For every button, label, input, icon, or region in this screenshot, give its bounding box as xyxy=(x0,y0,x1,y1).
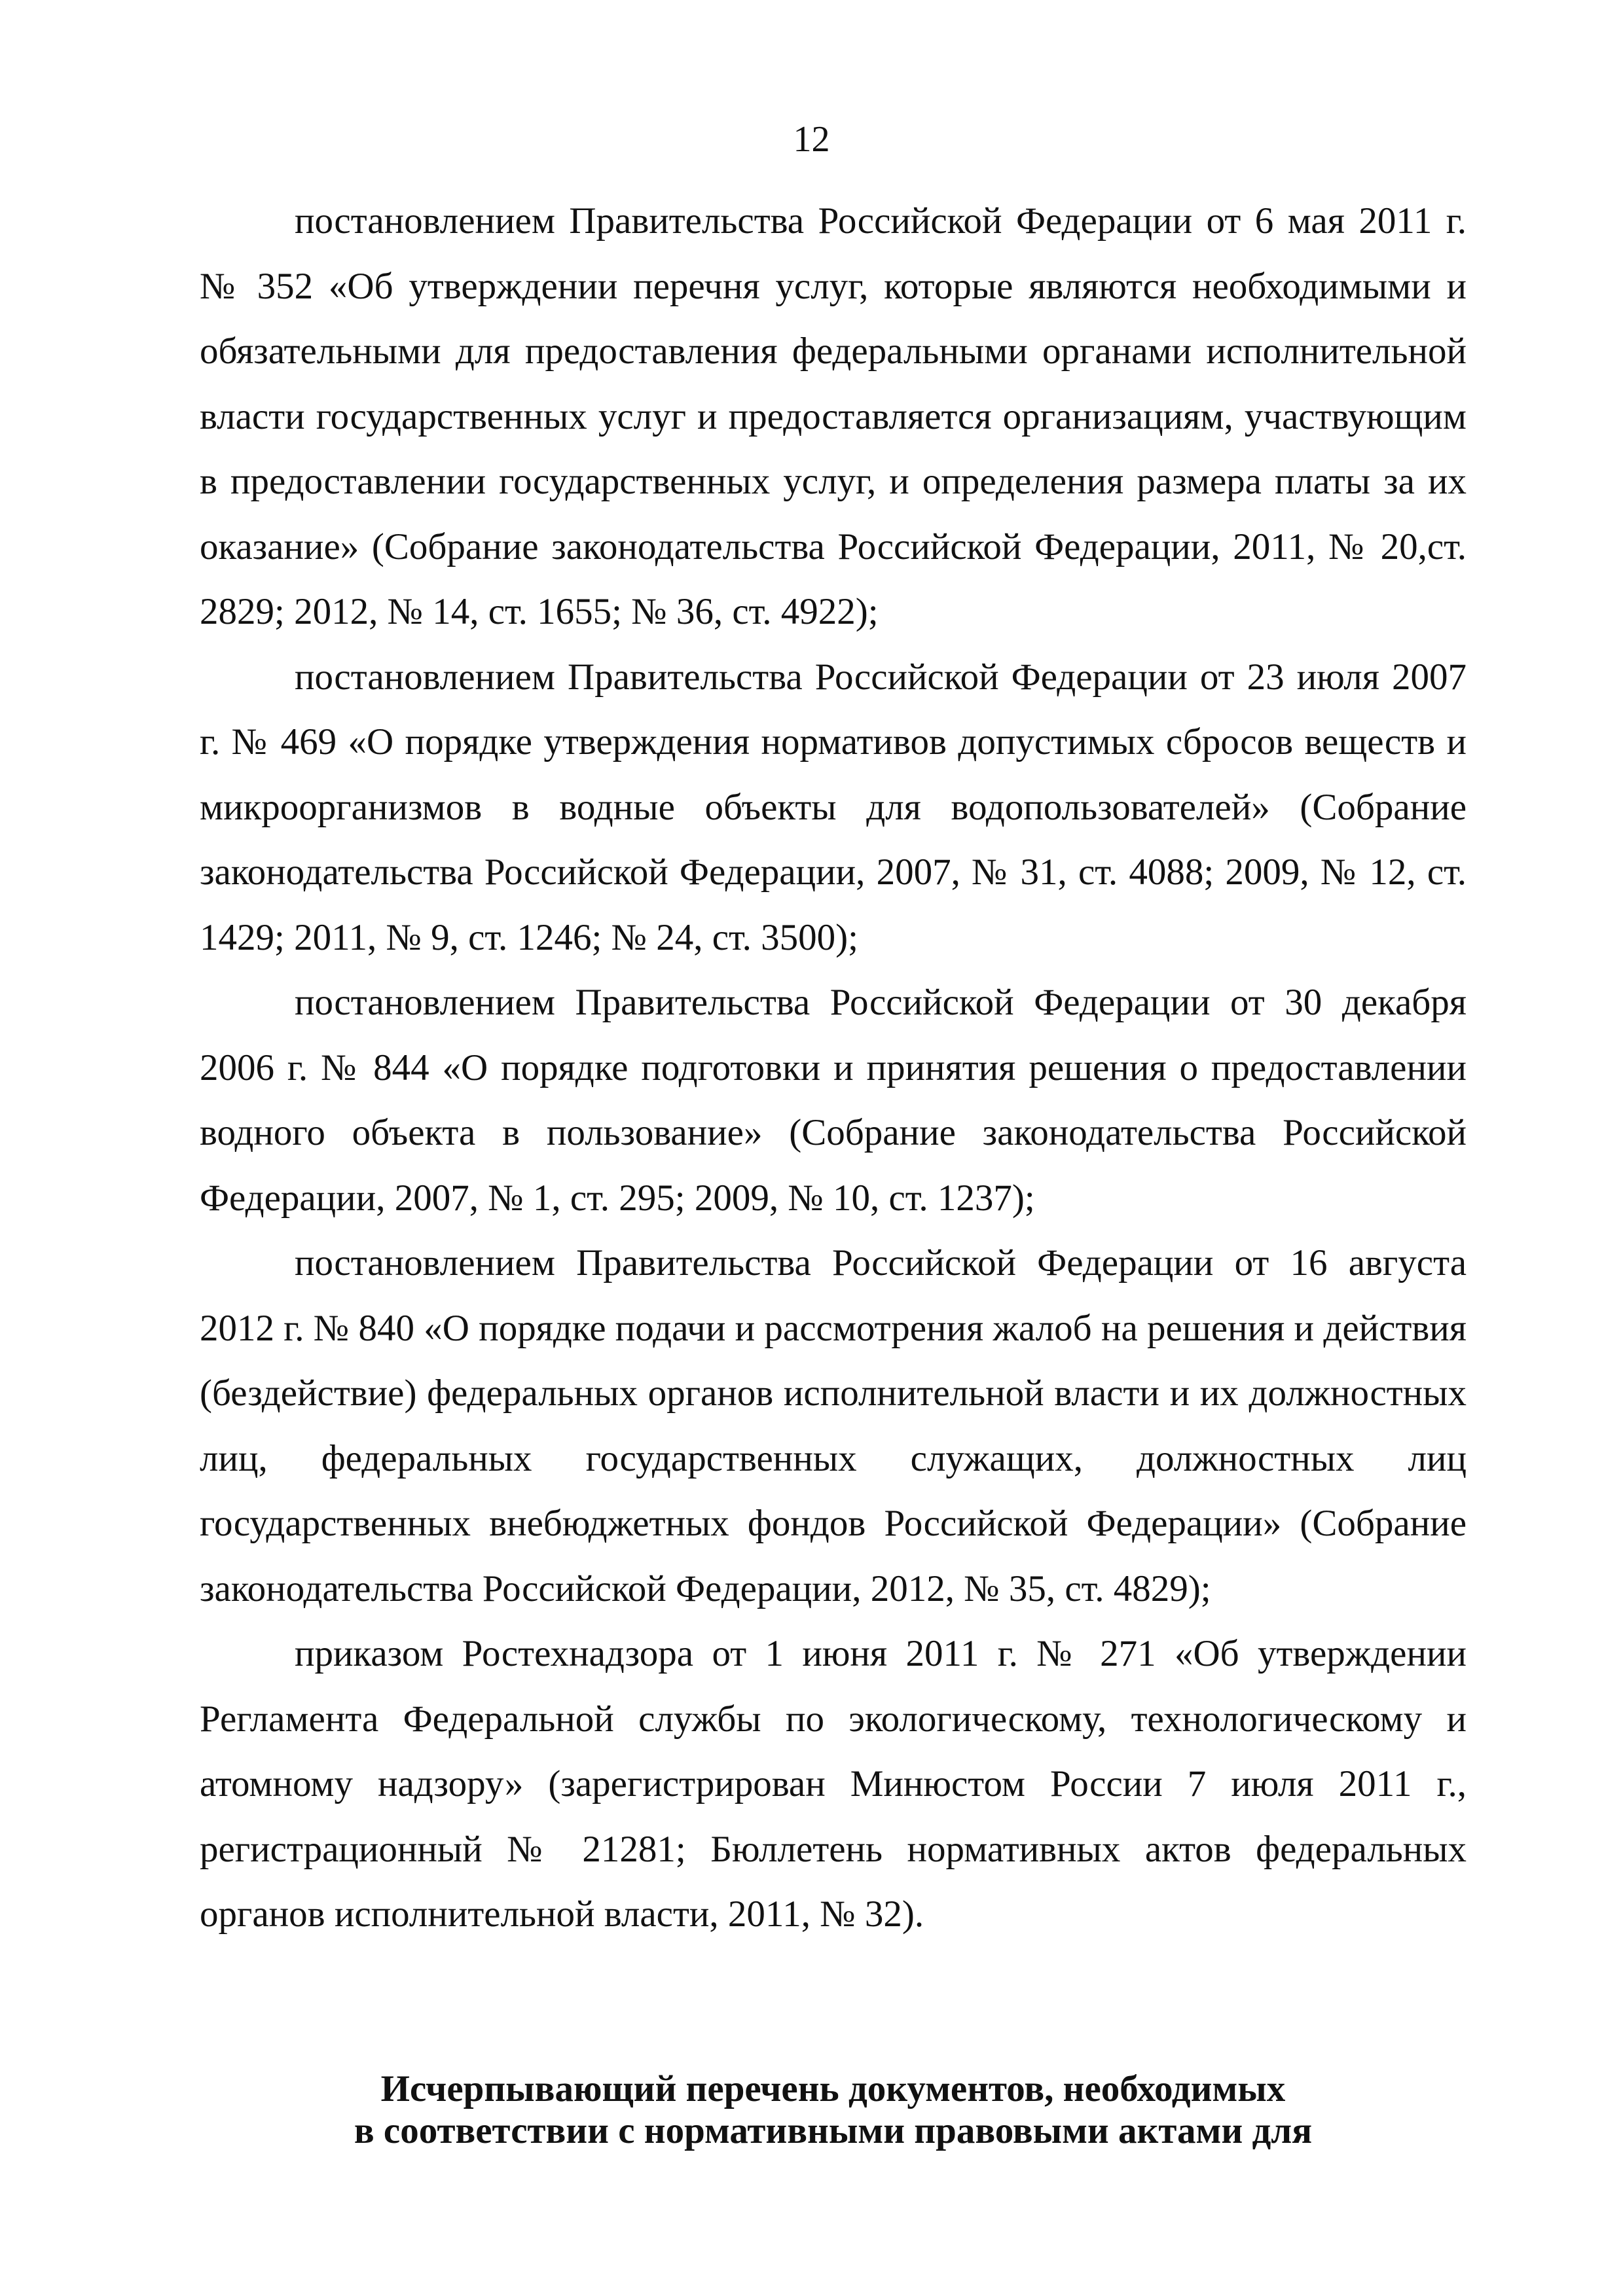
section-heading xyxy=(200,2068,1467,2152)
paragraph-order-271: приказом Ростехнадзора от 1 июня 2011 г. № 271 «Об утверждении Регламента Федеральной службы по экологическому, технологическому и атомному надзору» (зарегистрирован Минюстом России 7 июля 2011 г., регистрационный № 21281; Бюллетень нормативных актов федеральных органов исполнительной власти, 2011, № 32). xyxy=(200,1633,1467,1935)
paragraph-resolution-352: постановлением Правительства Российской Федерации от 6 мая 2011 г. № 352 «Об утверждении перечня услуг, которые являются необходимыми и обязательными для предоставления федеральными органами исполнительной власти государственных услуг и предоставляется организациям, участвующим в предоставлении государственных услуг, и определения размера платы за их оказание» (Собрание законодательства Российской Федерации, 2011, № 20,ст. 2829; 2012, № 14, ст. 1655; № 36, ст. 4922); xyxy=(200,200,1467,632)
paragraph-resolution-469: постановлением Правительства Российской Федерации от 23 июля 2007 г. № 469 «О порядке утверждения нормативов допустимых сбросов веществ и микроорганизмов в водные объекты для водопользователей» (Собрание законодательства Российской Федерации, 2007, № 31, ст. 4088; 2009, № 12, ст. 1429; 2011, № 9, ст. 1246; № 24, ст. 3500); xyxy=(200,656,1467,958)
section-heading-line-1: Исчерпывающий перечень документов, необходимых xyxy=(380,2068,1286,2109)
paragraph-resolution-840: постановлением Правительства Российской Федерации от 16 августа 2012 г. № 840 «О порядке подачи и рассмотрения жалоб на решения и действия (бездействие) федеральных органов исполнительной власти и их должностных лиц, федеральных государственных служащих, должностных лиц государственных внебюджетных фондов Российской Федерации» (Собрание законодательства Российской Федерации, 2012, № 35, ст. 4829); xyxy=(200,1242,1467,1609)
document-body xyxy=(200,188,1467,1947)
section-heading-line-2: в соответствии с нормативными правовыми актами для xyxy=(354,2110,1313,2151)
paragraph-resolution-844: постановлением Правительства Российской Федерации от 30 декабря 2006 г. № 844 «О порядке подготовки и принятия решения о предоставлении водного объекта в пользование» (Собрание законодательства Российской Федерации, 2007, № 1, ст. 295; 2009, № 10, ст. 1237); xyxy=(200,982,1467,1219)
page-number: 12 xyxy=(793,119,830,160)
